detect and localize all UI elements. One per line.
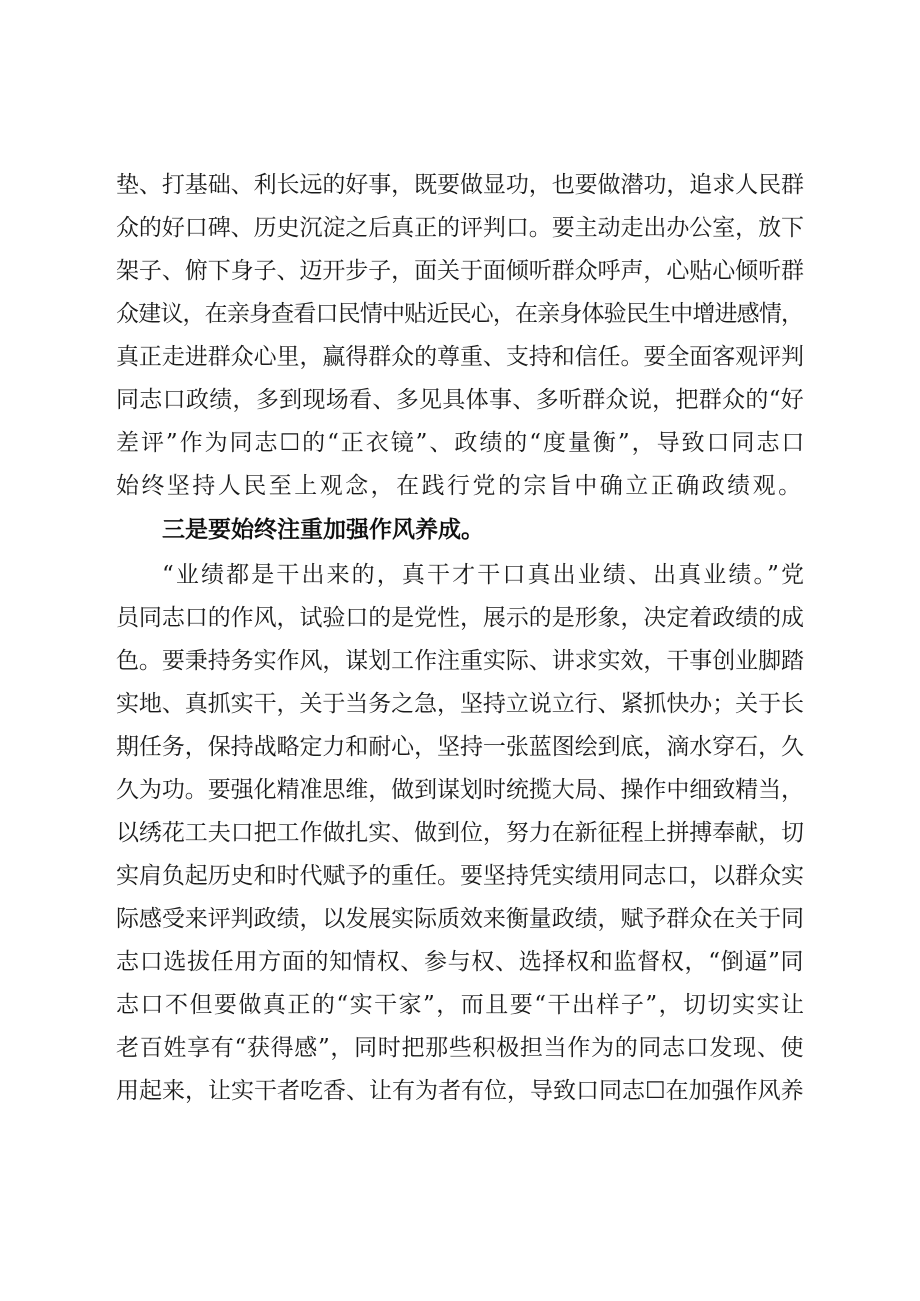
paragraph-line: 色。要秉持务实作风，谋划工作注重实际、讲求实效，干事创业脚踏 — [116, 648, 804, 674]
paragraph-line: 架子、俯下身子、迈开步子，面关于面倾听群众呼声，心贴心倾听群 — [116, 258, 804, 284]
paragraph-line: 真正走进群众心里，赢得群众的尊重、支持和信任。要全面客观评判 — [116, 344, 804, 370]
paragraph-line: 用起来，让实干者吃香、让有为者有位，导致口同志☐在加强作风养 — [116, 1078, 804, 1104]
paragraph-line: 同志口政绩，多到现场看、多见具体事、多听群众说，把群众的“好 — [116, 387, 805, 413]
section-heading: 三是要始终注重加强作风养成。 — [162, 517, 484, 543]
paragraph-line: 始终坚持人民至上观念，在践行党的宗旨中确立正确政绩观。 — [116, 473, 804, 499]
paragraph-line: “业绩都是干出来的，真干才干口真出业绩、出真业绩。”党 — [162, 562, 807, 588]
paragraph-line: 众的好口碑、历史沉淀之后真正的评判口。要主动走出办公室，放下 — [116, 215, 804, 241]
paragraph-line: 久为功。要强化精准思维，做到谋划时统揽大局、操作中细致精当， — [116, 777, 804, 803]
paragraph-line: 老百姓享有“获得感”，同时把那些积极担当作为的同志口发现、使 — [116, 1035, 805, 1061]
paragraph-line: 志口不但要做真正的“实干家”，而且要“干出样子”，切切实实让 — [116, 992, 806, 1018]
paragraph-line: 际感受来评判政绩，以发展实际质效来衡量政绩，赋予群众在关于同 — [116, 906, 804, 932]
paragraph-line: 期任务，保持战略定力和耐心，坚持一张蓝图绘到底，滴水穿石，久 — [116, 734, 804, 760]
paragraph-line: 实肩负起历史和时代赋予的重任。要坚持凭实绩用同志口，以群众实 — [116, 863, 804, 889]
paragraph-line: 员同志口的作风，试验口的是党性，展示的是形象，决定着政绩的成 — [116, 605, 804, 631]
paragraph-line: 众建议，在亲身查看口民情中贴近民心，在亲身体验民生中增进感情， — [116, 301, 804, 327]
paragraph-line: 垫、打基础、利长远的好事，既要做显功，也要做潜功，追求人民群 — [116, 172, 804, 198]
paragraph-line: 差评”作为同志☐的“正衣镜”、政绩的“度量衡”，导致口同志口 — [116, 430, 807, 456]
paragraph-line: 以绣花工夫口把工作做扎实、做到位，努力在新征程上拼搏奉献，切 — [116, 820, 804, 846]
paragraph-line: 志口选拔任用方面的知情权、参与权、选择权和监督权，“倒逼”同 — [116, 949, 805, 975]
paragraph-line: 实地、真抓实干，关于当务之急，坚持立说立行、紧抓快办；关于长 — [116, 691, 804, 717]
